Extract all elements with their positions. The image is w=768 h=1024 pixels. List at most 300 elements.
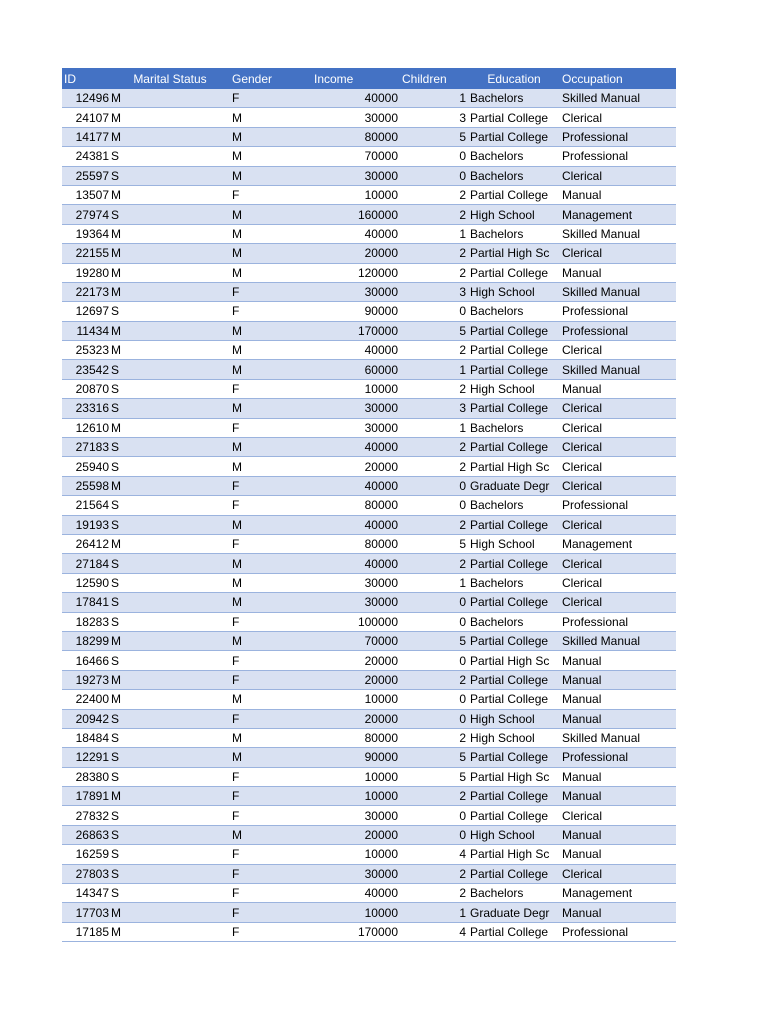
cell-children[interactable]: 2 [400,787,468,806]
cell-income[interactable]: 90000 [312,748,400,767]
cell-income[interactable]: 40000 [312,224,400,243]
cell-income[interactable]: 10000 [312,690,400,709]
cell-income[interactable]: 40000 [312,515,400,534]
cell-occupation[interactable]: Clerical [560,554,676,573]
cell-income[interactable]: 40000 [312,476,400,495]
cell-income[interactable]: 20000 [312,709,400,728]
cell-gender[interactable]: M [230,321,312,340]
cell-gender[interactable]: M [230,690,312,709]
cell-income[interactable]: 60000 [312,360,400,379]
cell-gender[interactable]: F [230,845,312,864]
cell-id[interactable]: 16466 [62,651,110,670]
cell-gender[interactable]: M [230,825,312,844]
cell-gender[interactable]: M [230,748,312,767]
cell-gender[interactable]: F [230,884,312,903]
cell-income[interactable]: 80000 [312,534,400,553]
cell-education[interactable]: High School [468,205,560,224]
cell-children[interactable]: 2 [400,457,468,476]
cell-education[interactable]: Partial College [468,690,560,709]
cell-marital-status[interactable]: S [110,205,230,224]
cell-id[interactable]: 28380 [62,767,110,786]
cell-marital-status[interactable]: S [110,864,230,883]
cell-gender[interactable]: M [230,205,312,224]
cell-marital-status[interactable]: M [110,108,230,127]
cell-occupation[interactable]: Skilled Manual [560,224,676,243]
cell-marital-status[interactable]: M [110,224,230,243]
cell-education[interactable]: Bachelors [468,302,560,321]
cell-income[interactable]: 90000 [312,302,400,321]
cell-id[interactable]: 12496 [62,89,110,108]
cell-marital-status[interactable]: S [110,748,230,767]
cell-occupation[interactable]: Clerical [560,399,676,418]
cell-marital-status[interactable]: S [110,651,230,670]
cell-occupation[interactable]: Professional [560,147,676,166]
cell-gender[interactable]: F [230,670,312,689]
cell-occupation[interactable]: Skilled Manual [560,728,676,747]
cell-occupation[interactable]: Manual [560,185,676,204]
cell-gender[interactable]: F [230,787,312,806]
cell-id[interactable]: 17185 [62,922,110,941]
cell-marital-status[interactable]: S [110,166,230,185]
cell-income[interactable]: 40000 [312,438,400,457]
cell-occupation[interactable]: Manual [560,787,676,806]
cell-education[interactable]: High School [468,728,560,747]
cell-marital-status[interactable]: M [110,282,230,301]
cell-occupation[interactable]: Manual [560,845,676,864]
cell-children[interactable]: 3 [400,108,468,127]
cell-id[interactable]: 19364 [62,224,110,243]
cell-education[interactable]: Partial College [468,399,560,418]
cell-id[interactable]: 25597 [62,166,110,185]
cell-education[interactable]: Partial College [468,631,560,650]
cell-gender[interactable]: M [230,515,312,534]
cell-marital-status[interactable]: S [110,884,230,903]
cell-marital-status[interactable]: S [110,496,230,515]
header-education[interactable]: Education [468,68,560,89]
cell-marital-status[interactable]: M [110,89,230,108]
cell-gender[interactable]: F [230,612,312,631]
cell-children[interactable]: 2 [400,728,468,747]
cell-id[interactable]: 17841 [62,593,110,612]
cell-id[interactable]: 20942 [62,709,110,728]
cell-education[interactable]: Partial College [468,360,560,379]
cell-education[interactable]: Partial College [468,554,560,573]
cell-id[interactable]: 14347 [62,884,110,903]
cell-marital-status[interactable]: S [110,379,230,398]
cell-education[interactable]: Bachelors [468,224,560,243]
cell-children[interactable]: 0 [400,476,468,495]
cell-marital-status[interactable]: S [110,806,230,825]
cell-education[interactable]: Partial College [468,515,560,534]
cell-occupation[interactable]: Management [560,884,676,903]
header-marital-status[interactable]: Marital Status [110,68,230,89]
cell-income[interactable]: 40000 [312,884,400,903]
cell-income[interactable]: 120000 [312,263,400,282]
cell-gender[interactable]: M [230,360,312,379]
cell-education[interactable]: Bachelors [468,418,560,437]
cell-education[interactable]: Partial College [468,593,560,612]
cell-id[interactable]: 22155 [62,244,110,263]
cell-marital-status[interactable]: S [110,457,230,476]
cell-marital-status[interactable]: S [110,399,230,418]
cell-education[interactable]: High School [468,825,560,844]
cell-occupation[interactable]: Clerical [560,457,676,476]
cell-income[interactable]: 10000 [312,767,400,786]
cell-marital-status[interactable]: S [110,593,230,612]
cell-gender[interactable]: F [230,806,312,825]
cell-gender[interactable]: F [230,418,312,437]
cell-id[interactable]: 27803 [62,864,110,883]
cell-children[interactable]: 2 [400,244,468,263]
cell-income[interactable]: 40000 [312,341,400,360]
cell-id[interactable]: 16259 [62,845,110,864]
cell-education[interactable]: Partial High Sc [468,651,560,670]
cell-marital-status[interactable]: S [110,515,230,534]
cell-income[interactable]: 30000 [312,593,400,612]
cell-occupation[interactable]: Professional [560,496,676,515]
cell-marital-status[interactable]: S [110,360,230,379]
cell-occupation[interactable]: Clerical [560,108,676,127]
cell-id[interactable]: 27183 [62,438,110,457]
cell-id[interactable]: 25323 [62,341,110,360]
cell-id[interactable]: 20870 [62,379,110,398]
cell-income[interactable]: 30000 [312,418,400,437]
cell-occupation[interactable]: Professional [560,748,676,767]
cell-id[interactable]: 25940 [62,457,110,476]
cell-children[interactable]: 0 [400,709,468,728]
cell-income[interactable]: 10000 [312,185,400,204]
cell-occupation[interactable]: Professional [560,922,676,941]
cell-occupation[interactable]: Manual [560,263,676,282]
cell-education[interactable]: Partial College [468,922,560,941]
cell-education[interactable]: High School [468,709,560,728]
cell-occupation[interactable]: Clerical [560,244,676,263]
cell-marital-status[interactable]: M [110,476,230,495]
cell-gender[interactable]: F [230,496,312,515]
cell-occupation[interactable]: Manual [560,825,676,844]
cell-income[interactable]: 10000 [312,787,400,806]
header-children[interactable]: Children [400,68,468,89]
cell-gender[interactable]: F [230,89,312,108]
cell-occupation[interactable]: Professional [560,612,676,631]
cell-children[interactable]: 0 [400,302,468,321]
cell-income[interactable]: 30000 [312,166,400,185]
cell-id[interactable]: 19193 [62,515,110,534]
cell-gender[interactable]: M [230,554,312,573]
cell-gender[interactable]: F [230,709,312,728]
cell-gender[interactable]: M [230,631,312,650]
cell-gender[interactable]: M [230,166,312,185]
cell-id[interactable]: 17703 [62,903,110,922]
cell-id[interactable]: 12697 [62,302,110,321]
cell-id[interactable]: 12610 [62,418,110,437]
cell-gender[interactable]: F [230,379,312,398]
cell-gender[interactable]: M [230,438,312,457]
cell-income[interactable]: 30000 [312,282,400,301]
cell-education[interactable]: Bachelors [468,166,560,185]
cell-education[interactable]: Partial College [468,185,560,204]
cell-education[interactable]: Graduate Degr [468,476,560,495]
cell-children[interactable]: 2 [400,263,468,282]
cell-id[interactable]: 23316 [62,399,110,418]
cell-income[interactable]: 30000 [312,806,400,825]
cell-education[interactable]: Bachelors [468,573,560,592]
cell-gender[interactable]: M [230,244,312,263]
cell-children[interactable]: 0 [400,593,468,612]
cell-children[interactable]: 1 [400,224,468,243]
header-occupation[interactable]: Occupation [560,68,676,89]
cell-income[interactable]: 100000 [312,612,400,631]
cell-occupation[interactable]: Manual [560,379,676,398]
cell-children[interactable]: 5 [400,127,468,146]
cell-income[interactable]: 20000 [312,670,400,689]
cell-education[interactable]: Graduate Degr [468,903,560,922]
cell-gender[interactable]: F [230,534,312,553]
cell-occupation[interactable]: Skilled Manual [560,89,676,108]
cell-marital-status[interactable]: M [110,922,230,941]
cell-children[interactable]: 5 [400,534,468,553]
cell-occupation[interactable]: Clerical [560,593,676,612]
cell-id[interactable]: 24381 [62,147,110,166]
cell-gender[interactable]: M [230,341,312,360]
cell-income[interactable]: 20000 [312,825,400,844]
cell-marital-status[interactable]: M [110,321,230,340]
cell-children[interactable]: 0 [400,166,468,185]
cell-income[interactable]: 10000 [312,379,400,398]
cell-occupation[interactable]: Management [560,534,676,553]
cell-occupation[interactable]: Manual [560,709,676,728]
cell-id[interactable]: 21564 [62,496,110,515]
cell-education[interactable]: Partial College [468,806,560,825]
cell-occupation[interactable]: Clerical [560,341,676,360]
cell-id[interactable]: 22173 [62,282,110,301]
cell-marital-status[interactable]: M [110,787,230,806]
cell-education[interactable]: Bachelors [468,496,560,515]
cell-id[interactable]: 14177 [62,127,110,146]
cell-gender[interactable]: M [230,263,312,282]
cell-gender[interactable]: F [230,903,312,922]
cell-marital-status[interactable]: M [110,127,230,146]
cell-occupation[interactable]: Manual [560,670,676,689]
cell-income[interactable]: 40000 [312,554,400,573]
cell-gender[interactable]: F [230,302,312,321]
cell-marital-status[interactable]: S [110,767,230,786]
cell-income[interactable]: 70000 [312,147,400,166]
cell-occupation[interactable]: Clerical [560,806,676,825]
cell-marital-status[interactable]: S [110,728,230,747]
cell-income[interactable]: 20000 [312,457,400,476]
cell-income[interactable]: 30000 [312,864,400,883]
cell-income[interactable]: 80000 [312,728,400,747]
cell-id[interactable]: 27832 [62,806,110,825]
cell-occupation[interactable]: Clerical [560,515,676,534]
cell-marital-status[interactable]: S [110,438,230,457]
cell-gender[interactable]: M [230,224,312,243]
cell-education[interactable]: Partial High Sc [468,244,560,263]
cell-education[interactable]: High School [468,534,560,553]
cell-education[interactable]: Partial College [468,263,560,282]
cell-marital-status[interactable]: S [110,825,230,844]
cell-gender[interactable]: M [230,457,312,476]
cell-occupation[interactable]: Professional [560,127,676,146]
cell-children[interactable]: 2 [400,864,468,883]
cell-id[interactable]: 18283 [62,612,110,631]
cell-children[interactable]: 0 [400,651,468,670]
cell-education[interactable]: Partial College [468,864,560,883]
cell-marital-status[interactable]: S [110,612,230,631]
cell-marital-status[interactable]: M [110,631,230,650]
cell-education[interactable]: Partial College [468,321,560,340]
cell-id[interactable]: 18299 [62,631,110,650]
cell-id[interactable]: 12291 [62,748,110,767]
cell-education[interactable]: Partial College [468,127,560,146]
cell-marital-status[interactable]: S [110,573,230,592]
cell-income[interactable]: 20000 [312,244,400,263]
cell-income[interactable]: 40000 [312,89,400,108]
cell-gender[interactable]: F [230,767,312,786]
cell-children[interactable]: 2 [400,554,468,573]
cell-marital-status[interactable]: S [110,845,230,864]
cell-children[interactable]: 5 [400,321,468,340]
cell-occupation[interactable]: Management [560,205,676,224]
cell-education[interactable]: Partial College [468,748,560,767]
cell-children[interactable]: 4 [400,845,468,864]
cell-occupation[interactable]: Professional [560,321,676,340]
cell-id[interactable]: 12590 [62,573,110,592]
cell-marital-status[interactable]: S [110,554,230,573]
cell-occupation[interactable]: Skilled Manual [560,360,676,379]
cell-income[interactable]: 80000 [312,496,400,515]
cell-gender[interactable]: F [230,922,312,941]
cell-gender[interactable]: F [230,651,312,670]
cell-id[interactable]: 17891 [62,787,110,806]
cell-gender[interactable]: F [230,476,312,495]
cell-income[interactable]: 80000 [312,127,400,146]
cell-children[interactable]: 3 [400,282,468,301]
cell-education[interactable]: Bachelors [468,147,560,166]
cell-marital-status[interactable]: M [110,244,230,263]
cell-id[interactable]: 18484 [62,728,110,747]
cell-children[interactable]: 0 [400,496,468,515]
cell-occupation[interactable]: Clerical [560,166,676,185]
cell-id[interactable]: 27974 [62,205,110,224]
cell-marital-status[interactable]: S [110,302,230,321]
cell-gender[interactable]: F [230,864,312,883]
cell-children[interactable]: 1 [400,89,468,108]
cell-children[interactable]: 5 [400,631,468,650]
cell-occupation[interactable]: Manual [560,767,676,786]
cell-gender[interactable]: M [230,573,312,592]
cell-id[interactable]: 23542 [62,360,110,379]
cell-occupation[interactable]: Manual [560,651,676,670]
cell-gender[interactable]: M [230,147,312,166]
cell-children[interactable]: 5 [400,748,468,767]
cell-income[interactable]: 30000 [312,399,400,418]
cell-income[interactable]: 20000 [312,651,400,670]
cell-children[interactable]: 2 [400,205,468,224]
cell-education[interactable]: Bachelors [468,884,560,903]
cell-education[interactable]: Partial College [468,670,560,689]
cell-id[interactable]: 27184 [62,554,110,573]
cell-education[interactable]: Partial College [468,108,560,127]
cell-marital-status[interactable]: M [110,263,230,282]
cell-children[interactable]: 2 [400,341,468,360]
header-id[interactable]: ID [62,68,110,89]
cell-income[interactable]: 30000 [312,108,400,127]
cell-children[interactable]: 3 [400,399,468,418]
cell-education[interactable]: High School [468,282,560,301]
cell-id[interactable]: 22400 [62,690,110,709]
cell-education[interactable]: High School [468,379,560,398]
cell-children[interactable]: 0 [400,825,468,844]
cell-education[interactable]: Partial College [468,341,560,360]
cell-gender[interactable]: M [230,399,312,418]
cell-occupation[interactable]: Manual [560,903,676,922]
cell-education[interactable]: Partial High Sc [468,845,560,864]
cell-children[interactable]: 2 [400,884,468,903]
cell-occupation[interactable]: Manual [560,690,676,709]
cell-children[interactable]: 0 [400,612,468,631]
cell-gender[interactable]: M [230,127,312,146]
cell-education[interactable]: Bachelors [468,89,560,108]
cell-children[interactable]: 1 [400,903,468,922]
cell-id[interactable]: 26863 [62,825,110,844]
cell-marital-status[interactable]: S [110,709,230,728]
cell-children[interactable]: 2 [400,185,468,204]
cell-children[interactable]: 2 [400,515,468,534]
cell-education[interactable]: Partial College [468,438,560,457]
cell-income[interactable]: 160000 [312,205,400,224]
cell-marital-status[interactable]: M [110,418,230,437]
cell-marital-status[interactable]: M [110,341,230,360]
cell-gender[interactable]: F [230,282,312,301]
cell-children[interactable]: 0 [400,806,468,825]
cell-occupation[interactable]: Clerical [560,476,676,495]
cell-education[interactable]: Partial High Sc [468,457,560,476]
cell-marital-status[interactable]: M [110,670,230,689]
cell-income[interactable]: 170000 [312,321,400,340]
cell-marital-status[interactable]: M [110,534,230,553]
cell-gender[interactable]: M [230,593,312,612]
cell-children[interactable]: 2 [400,438,468,457]
cell-id[interactable]: 19273 [62,670,110,689]
cell-id[interactable]: 24107 [62,108,110,127]
cell-children[interactable]: 0 [400,690,468,709]
cell-occupation[interactable]: Clerical [560,438,676,457]
cell-children[interactable]: 2 [400,379,468,398]
cell-income[interactable]: 10000 [312,903,400,922]
cell-occupation[interactable]: Clerical [560,418,676,437]
cell-children[interactable]: 1 [400,418,468,437]
cell-gender[interactable]: F [230,185,312,204]
cell-children[interactable]: 1 [400,573,468,592]
header-gender[interactable]: Gender [230,68,312,89]
cell-children[interactable]: 0 [400,147,468,166]
cell-id[interactable]: 19280 [62,263,110,282]
cell-marital-status[interactable]: M [110,185,230,204]
cell-occupation[interactable]: Skilled Manual [560,282,676,301]
cell-income[interactable]: 170000 [312,922,400,941]
cell-gender[interactable]: M [230,108,312,127]
cell-children[interactable]: 1 [400,360,468,379]
cell-children[interactable]: 2 [400,670,468,689]
cell-children[interactable]: 5 [400,767,468,786]
header-income[interactable]: Income [312,68,400,89]
cell-income[interactable]: 70000 [312,631,400,650]
cell-children[interactable]: 4 [400,922,468,941]
cell-education[interactable]: Partial High Sc [468,767,560,786]
cell-income[interactable]: 10000 [312,845,400,864]
